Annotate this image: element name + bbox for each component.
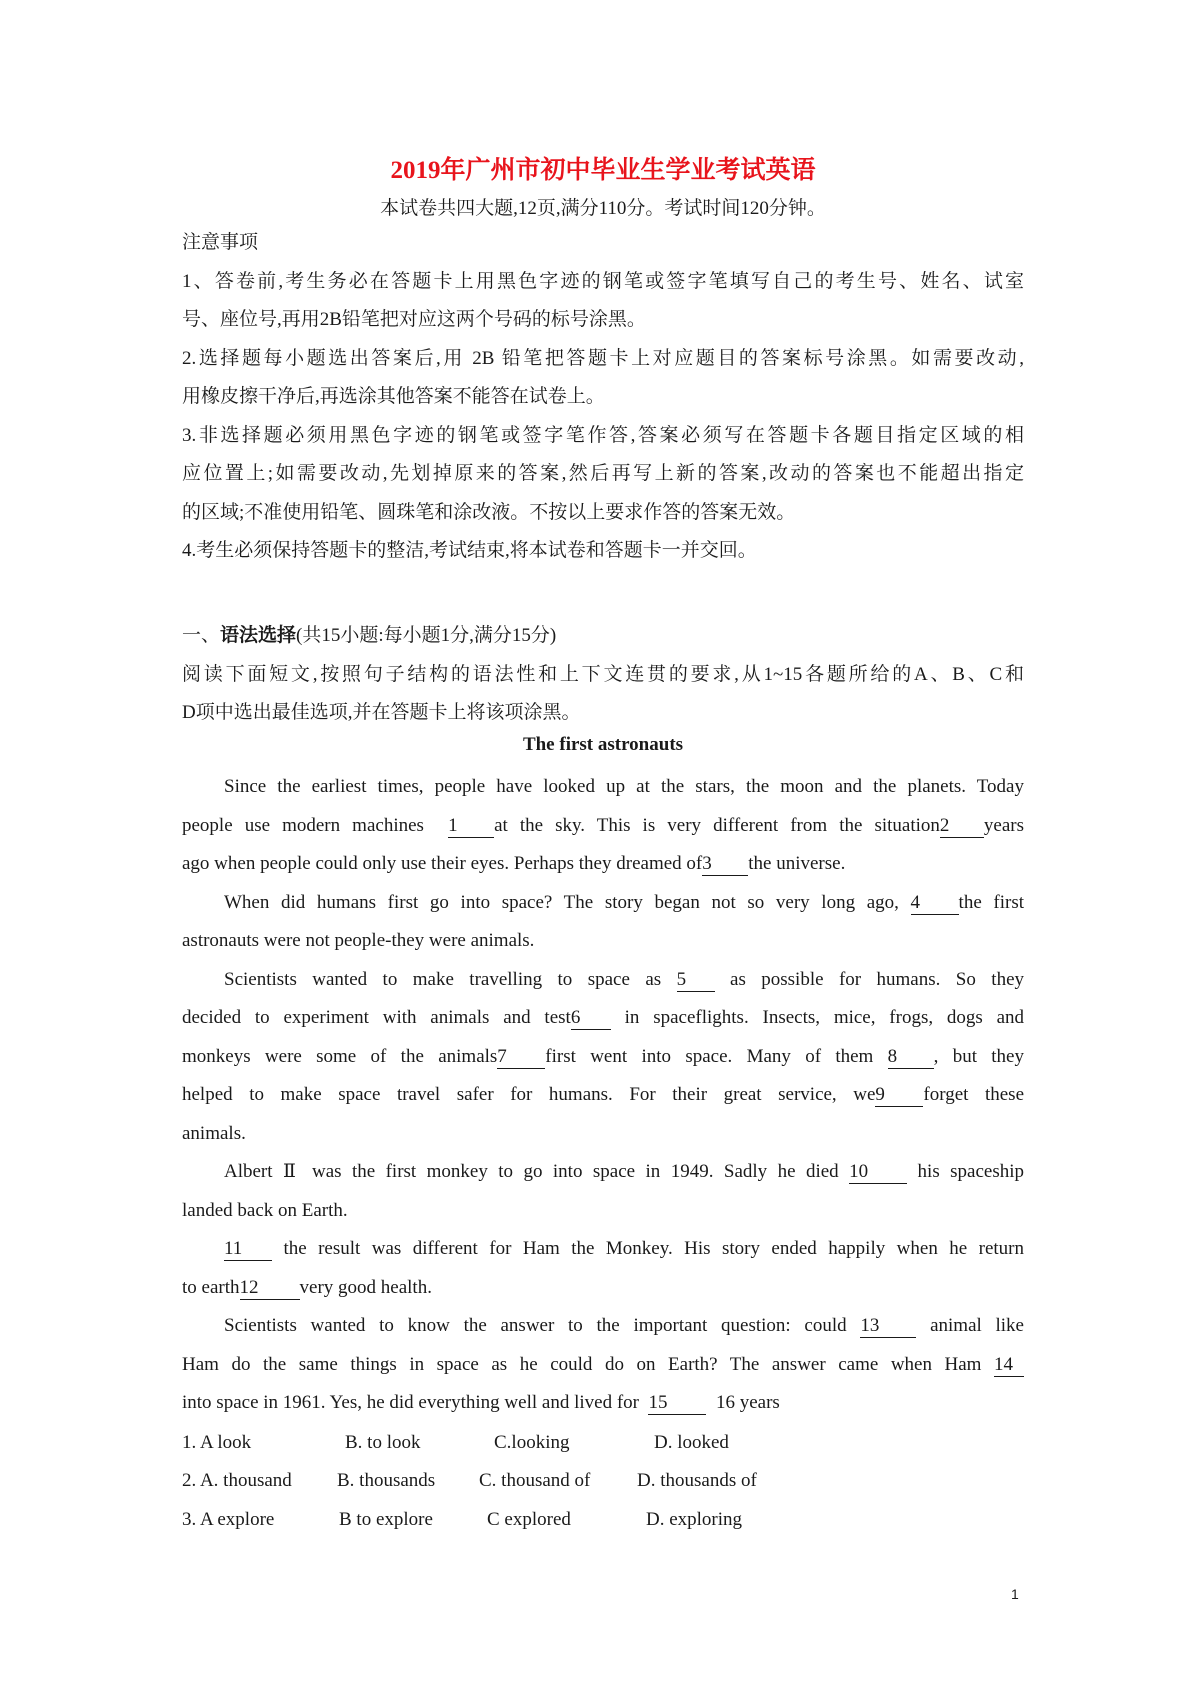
- option-q2-d[interactable]: D. thousands of: [637, 1470, 757, 1491]
- option-q3-d[interactable]: D. exploring: [646, 1509, 743, 1530]
- option-q3-a[interactable]: 3. A explore: [182, 1509, 275, 1530]
- option-q3-b[interactable]: B to explore: [339, 1509, 433, 1530]
- text-run: monkeys were some of the animals: [182, 1045, 498, 1067]
- text-run: Ham do the same things in space as he could do on Earth? The answer came when Ham: [182, 1353, 982, 1375]
- passage-line: [182, 1038, 1024, 1077]
- text-run: very good health.: [299, 1276, 432, 1298]
- section-1-name: 语法选择: [220, 625, 297, 646]
- passage-line: [182, 884, 1024, 923]
- passage-line: Since the earliest times, people have looked up at the stars, the moon and the planets. Today: [224, 776, 1024, 797]
- passage-line: [182, 961, 1024, 1000]
- text-run: 16 years: [715, 1392, 780, 1413]
- text-run: forget these: [923, 1084, 1024, 1105]
- passage-body: [182, 768, 1024, 1423]
- section-1: [182, 617, 1024, 733]
- text-run: Scientists wanted to make travelling to space as: [224, 968, 662, 990]
- blank-3: 3: [702, 853, 748, 876]
- passage-line: [182, 1384, 1024, 1423]
- text-run: ago when people could only use their eyes. Perhaps they dreamed of: [182, 853, 703, 874]
- text-run: years: [983, 814, 1024, 836]
- notice-item-3-line-1: 3.非选择题必须用黑色字迹的钢笔或签字笔作答,答案必须写在答题卡各题目指定区域的相: [182, 424, 1024, 446]
- blank-6: 6: [571, 1007, 611, 1030]
- text-run: the universe.: [748, 853, 846, 874]
- section-1-prefix: 一、: [182, 625, 221, 646]
- passage-line: [182, 999, 1024, 1038]
- passage-line: astronauts were not people-they were animals.: [182, 930, 535, 951]
- notice-item-2-line-1: 2.选择题每小题选出答案后,用 2B 铅笔把答题卡上对应题目的答案标号涂黑。如需要改动,: [182, 347, 1024, 369]
- blank-5: 5: [677, 969, 715, 992]
- option-q2-b[interactable]: B. thousands: [337, 1470, 436, 1491]
- passage-line: [182, 1230, 1024, 1269]
- text-run: the first: [958, 891, 1024, 913]
- blank-13: 13: [860, 1315, 916, 1338]
- passage-line: [182, 1307, 1024, 1346]
- option-q1-c[interactable]: C.looking: [494, 1432, 570, 1453]
- text-run: When did humans first go into space? The story began not so very long ago,: [224, 891, 899, 913]
- notice-item-1-line-1: 1、答卷前,考生务必在答题卡上用黑色字迹的钢笔或签字笔填写自己的考生号、姓名、试室: [182, 270, 1024, 292]
- notice-item-3-line-2: 应位置上;如需要改动,先划掉原来的答案,然后再写上新的答案,改动的答案也不能超出指定: [182, 463, 1024, 484]
- blank-14: 14: [994, 1354, 1024, 1377]
- blank-4: 4: [911, 892, 959, 915]
- passage-line: [182, 845, 1024, 884]
- text-run: the result was different for Ham the Monkey. His story ended happily when he return: [283, 1238, 1024, 1259]
- notice-item-1-line-2: 号、座位号,再用2B铅笔把对应这两个号码的标号涂黑。: [182, 309, 646, 330]
- page-subtitle: 本试卷共四大题,12页,满分110分。考试时间120分钟。: [380, 198, 826, 219]
- passage-line: [182, 1346, 1024, 1385]
- text-run: helped to make space travel safer for humans. For their great service, we: [182, 1084, 876, 1105]
- text-run: as possible for humans. So they: [730, 968, 1024, 990]
- blank-10: 10: [849, 1161, 907, 1184]
- passage-line: [182, 807, 1024, 846]
- blank-7: 7: [497, 1046, 545, 1069]
- blank-8: 8: [888, 1046, 934, 1069]
- section-1-instructions-line-2: D项中选出最佳选项,并在答题卡上将该项涂黑。: [182, 702, 581, 723]
- page-title: 2019年广州市初中毕业生学业考试英语: [390, 157, 816, 184]
- text-run: in spaceflights. Insects, mice, frogs, dogs and: [624, 1007, 1024, 1028]
- option-q1-a[interactable]: 1. A look: [182, 1432, 252, 1453]
- passage-line: [182, 1076, 1024, 1115]
- text-run: his spaceship: [917, 1161, 1024, 1182]
- option-q3-c[interactable]: C explored: [487, 1509, 571, 1530]
- text-run: first went into space. Many of them: [545, 1045, 874, 1067]
- text-run: people use modern machines: [182, 814, 424, 836]
- text-run: Scientists wanted to know the answer to the important question: could: [224, 1315, 847, 1336]
- section-1-heading: [182, 617, 1024, 656]
- notice-item-3-line-3: 的区域;不准使用铅笔、圆珠笔和涂改液。不按以上要求作答的答案无效。: [182, 501, 796, 523]
- notice-item-2-line-2: 用橡皮擦干净后,再选涂其他答案不能答在试卷上。: [182, 386, 605, 407]
- option-q1-b[interactable]: B. to look: [345, 1432, 421, 1453]
- blank-11: 11: [224, 1238, 272, 1261]
- text-run: decided to experiment with animals and test: [182, 1007, 571, 1028]
- text-run: Albert Ⅱ was the first monkey to go into space in 1949. Sadly he died: [224, 1161, 839, 1182]
- page-number: 1: [1011, 1586, 1019, 1602]
- text-run: into space in 1961. Yes, he did everything well and lived for: [182, 1392, 639, 1413]
- blank-2: 2: [940, 815, 984, 838]
- option-q2-c[interactable]: C. thousand of: [479, 1470, 591, 1491]
- blank-12: 12: [240, 1277, 300, 1300]
- text-run: , but they: [933, 1045, 1024, 1067]
- section-1-instructions-line-1: 阅读下面短文,按照句子结构的语法性和上下文连贯的要求,从1~15各题所给的A、B、C和: [182, 663, 1024, 685]
- passage-title: The first astronauts: [522, 734, 684, 755]
- option-q2-a[interactable]: 2. A. thousand: [182, 1470, 292, 1491]
- option-q1-d[interactable]: D. looked: [654, 1432, 729, 1453]
- notice-item-4-line-1: 4.考生必须保持答题卡的整洁,考试结束,将本试卷和答题卡一并交回。: [182, 540, 757, 561]
- text-run: at the sky. This is very different from the situation: [494, 814, 940, 836]
- passage-line: landed back on Earth.: [182, 1199, 348, 1221]
- passage-line: [182, 1269, 1024, 1308]
- notice-heading: 注意事项: [182, 232, 259, 253]
- passage-line: animals.: [182, 1122, 246, 1144]
- text-run: animal like: [930, 1315, 1024, 1336]
- blank-15: 15: [648, 1392, 706, 1415]
- passage-line: [182, 1153, 1024, 1192]
- blank-1: 1: [448, 815, 494, 838]
- section-1-info: (共15小题:每小题1分,满分15分): [296, 625, 557, 646]
- blank-9: 9: [875, 1084, 923, 1107]
- text-run: to earth: [182, 1276, 240, 1298]
- notice-section: [182, 224, 1024, 571]
